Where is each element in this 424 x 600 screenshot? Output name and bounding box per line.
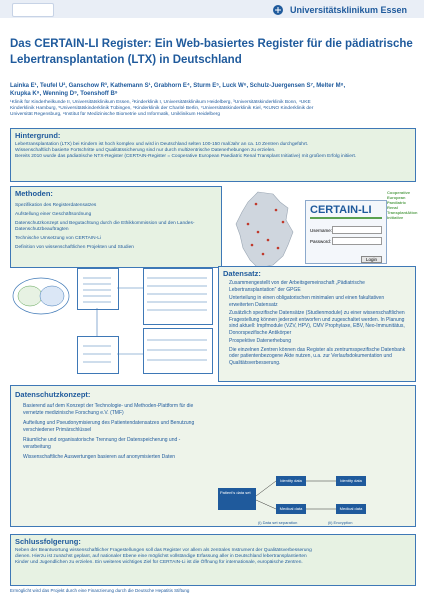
methoden-title: Methoden:	[15, 189, 53, 198]
affiliations-line-3: Universität Regensburg, ⁹Institut für Medizinische Biometrie und Informatik, Uniklinikum Heidelberg	[10, 112, 221, 117]
title-line-1: Das CERTAIN-LI Register: Ein Web-basiertes Register für die pädiatrische	[10, 38, 413, 50]
datenschutz-item: Basierend auf dem Konzept der Technologie- und Methoden-Plattform für die vernetzte medizinische Forschung e.V. (TMF)	[23, 403, 194, 416]
schluss-line-2: dienen. Hierzu ist zunächst geplant, auf nationaler Ebene eine möglichst vollständige Erfassung aller in Deutschland lebertransplantierten	[15, 554, 307, 559]
hintergrund-line-3: Bereits 2010 wurde das pädiatrische NTX-Register (CERTAIN-Register = Cooperative European Paediatric Renal Transplant Initiative) mit großem Erfolg initiiert.	[15, 154, 357, 159]
patient-data-box: Patient's data set	[218, 488, 256, 510]
methoden-item: Aufstellung einer Geschäftsordnung	[15, 212, 92, 217]
title-line-2: Lebertransplantation (LTX) in Deutschland	[10, 54, 242, 66]
schluss-title: Schlussfolgerung:	[15, 537, 81, 546]
legal-diagram	[10, 270, 72, 340]
datensatz-item: Prospektive Datenerhebung	[229, 338, 291, 344]
hintergrund-title: Hintergrund:	[15, 131, 61, 140]
flow-caption-b: (ii) Encryption	[328, 520, 353, 525]
certain-li-brand: CERTAIN-LI	[310, 204, 372, 216]
brand-divider	[310, 217, 382, 219]
medical-data-box: Medical data	[276, 504, 306, 514]
methoden-item: Technische Umsetzung von CERTAIN-Li	[15, 236, 101, 241]
identity-data-box: Identity data	[276, 476, 306, 486]
poster-title	[10, 36, 414, 68]
university-logo-icon	[272, 3, 284, 15]
datensatz-box	[218, 266, 416, 382]
methoden-item: Spezifikation des Registerdatensatzes	[15, 203, 97, 208]
germany-map	[228, 190, 303, 270]
identity-data-box-2: Identity data	[336, 476, 366, 486]
authors-line-1: Lainka E¹, Teufel U², Ganschow R³, Kathemann S¹, Grabhorn E⁴, Sturm E⁵, Luck W⁶, Schulz-Juergensen S⁷, Melter M⁸,	[10, 83, 346, 89]
authors-line-2: Krupka K⁹, Wenning D⁹, Toenshoff B⁹	[10, 91, 118, 97]
datenschutz-item: Aufteilung und Pseudonymisierung des Patientendatensatzes und Benutzung verschiedener Primärschlüssel	[23, 420, 195, 433]
hintergrund-box	[10, 128, 416, 182]
authors	[10, 82, 414, 98]
certain-tagline: Cooperative European Paediatric Renal TransplantAtion Initiative	[387, 190, 418, 220]
datensatz-item: Zusätzlich spezifische Datensätze (Studienmodule) zu einer wissenschaftlichen Fragestellung können jederzeit entworfen und zugeschaltet werden. In Planung sind aktuell: Impfmodule (VZV, HPV), CMV Prophylaxe, EBV, Neo-Immunitätus, Donorspezifische Antikörper	[229, 310, 405, 336]
datenschutz-title: Datenschutzkonzept:	[15, 390, 91, 399]
datenschutz-item: Räumliche und organisatorische Trennung der Datenspeicherung und -verarbeitung	[23, 437, 181, 450]
gpge-logo	[12, 3, 54, 17]
methoden-item: Datenschutzkonzept und Begutachtung durch die Ethikkommission und den Landes-Datenschutzbeauftragten	[15, 221, 195, 232]
affiliations	[10, 100, 414, 118]
methoden-schema	[75, 268, 215, 373]
affiliations-line-1: ¹Klinik für Kinderheilkunde II, Universitätsklinikum Essen, ²Kinderklinik I, Universitätsklinikum Heidelberg, ³Universitätskinderklinik Bonn, ⁴UKE	[10, 100, 311, 105]
footer-text: Ermöglicht wird das Projekt durch eine Finanzierung durch die Deutsche Hepatitis Stiftung	[10, 588, 190, 593]
datenschutz-item: Wissenschaftliche Auswertungen basieren auf anonymisierten Daten	[23, 454, 176, 460]
datensatz-item: Unterteilung in einen obligatorischen minimalen und einen fakultativen erweiterten Datensatz	[229, 295, 385, 308]
password-input[interactable]	[332, 237, 382, 245]
affiliations-line-2: Kinderklinik Hamburg, ⁵Universitätskinderklinik Tübingen, ⁶Kinderklinik der Charité Berlin, ⁷Universitätskinderklinik Kiel, ⁸KUNO Kinderklinik der	[10, 106, 314, 111]
medical-data-box-2: Medical data	[336, 504, 366, 514]
schluss-line-3: Kinder und Jugendlichen zu erzielen. Ein weiteres wichtiges Ziel für CERTAIN-Li ist die Öffnung für internationale, europäische Zentren.	[15, 560, 303, 565]
hintergrund-line-2: Wissenschaftlich basierte Fortschritte und Qualitätssicherung sind nur durch multizentrische Datenerhebungen zu erzielen.	[15, 148, 276, 153]
password-label: Password:	[310, 238, 332, 244]
flow-caption-a: (i) Data set separation	[258, 520, 298, 525]
data-flow-diagram	[218, 470, 378, 528]
hintergrund-line-1: Lebertransplantation (LTX) bei Kindern ist hoch komplex und wird in Deutschland selten 100-150 mal/Jahr an ca. 10 Zentren durchgeführt.	[15, 142, 309, 147]
methoden-item: Definition von wissenschaftlichen Projekten und Studien	[15, 245, 134, 250]
datensatz-item: Die einzelnen Zentren können das Register als zentrumsspezifische Datenbank oder patientenbezogene Akte nutzen, u.a. zur Verlaufsdokumentation und Qualitätsverbesserung.	[229, 346, 406, 366]
username-input[interactable]	[332, 226, 382, 234]
university-label: Universitätsklinikum Essen	[290, 5, 408, 15]
methoden-box	[10, 186, 222, 268]
login-button[interactable]: Login	[361, 256, 382, 263]
username-label: Username:	[310, 227, 333, 233]
schluss-line-1: Neben der Beantwortung wissenschaftlicher Fragestellungen soll das Register vor allem als zentrales Instrument der Qualitätsverbesserung	[15, 548, 312, 553]
datensatz-item: Zusammengestellt von der Arbeitsgemeinschaft „Pädiatrische Lebertransplantation“ der GPGE	[229, 280, 365, 293]
datensatz-title: Datensatz:	[223, 269, 261, 278]
login-panel	[305, 200, 387, 264]
schluss-box	[10, 534, 416, 586]
